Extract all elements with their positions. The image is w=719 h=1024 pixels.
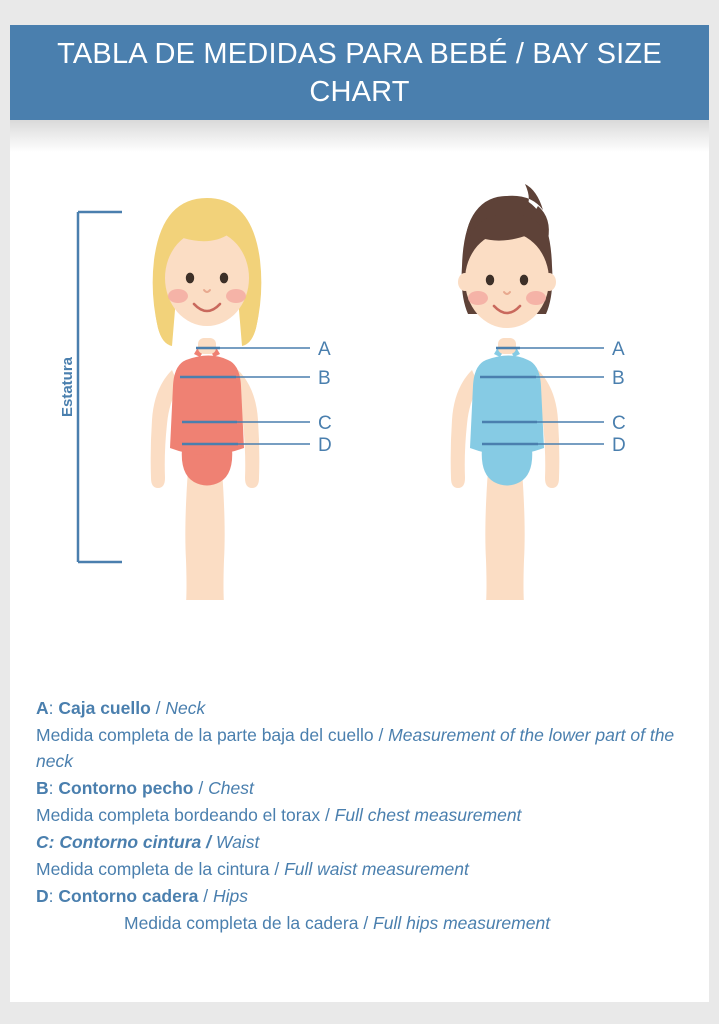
boy-marker-d: D: [612, 435, 626, 456]
boy-marker-c: C: [612, 413, 626, 434]
header-banner: [10, 25, 709, 120]
measurement-diagram: [10, 170, 709, 600]
legend-sep-b: /: [193, 778, 209, 798]
legend-label-en-b: Chest: [208, 778, 254, 798]
height-label: Estatura: [59, 356, 76, 418]
legend-desc-sep-b: /: [320, 805, 335, 825]
legend-item-a-title: [36, 695, 681, 721]
height-bracket: [78, 212, 122, 562]
legend-item-a-desc: [36, 722, 681, 774]
girl-marker-c: C: [318, 413, 332, 434]
legend-desc-en-a: Measurement of the lower part of the neck: [36, 725, 675, 771]
legend-sep-a: /: [150, 698, 166, 718]
legend-item-c-desc: [36, 856, 681, 882]
boy-marker-labels: [612, 339, 626, 456]
legend-desc-es-a: Medida completa de la parte baja del cuello: [36, 725, 374, 745]
legend-colon-a: :: [48, 698, 59, 718]
legend-item-b-desc: [36, 802, 681, 828]
boy-figure: [451, 184, 560, 600]
legend-desc-sep-d: /: [358, 913, 374, 933]
legend-label-es-a: Caja cuello: [58, 698, 151, 718]
girl-marker-b: B: [318, 368, 331, 389]
page-title: TABLA DE MEDIDAS PARA BEBÉ / BAY SIZE CHART: [57, 37, 662, 108]
legend-desc-en-b: Full chest measurement: [334, 805, 522, 825]
legend-item-d-desc: [36, 910, 681, 936]
boy-marker-b: B: [612, 368, 625, 389]
legend-desc-es-b: Medida completa bordeando el torax: [36, 805, 321, 825]
legend-desc-en-c: Full waist measurement: [284, 859, 469, 879]
legend-label-en-a: Neck: [165, 698, 206, 718]
legend-label-es-d: Contorno cadera: [58, 886, 199, 906]
bottom-background-strip: [0, 1002, 719, 1024]
legend-desc-en-d: Full hips measurement: [373, 913, 551, 933]
legend-item-b-title: [36, 775, 681, 801]
legend-label-en-d: Hips: [213, 886, 249, 906]
legend-desc-es-d: Medida completa de la cadera: [124, 913, 359, 933]
legend-key-c: C: [36, 832, 49, 852]
girl-marker-labels: [318, 339, 332, 456]
legend-item-c-title: [36, 829, 681, 855]
girl-marker-d: D: [318, 435, 332, 456]
right-gutter: [709, 0, 719, 1024]
legend-desc-sep-a: /: [373, 725, 389, 745]
legend-key-b: B: [36, 778, 49, 798]
legend-colon-c: :: [48, 832, 60, 852]
top-background-strip: [0, 0, 719, 25]
header-shadow: [10, 120, 709, 152]
legend-desc-es-c: Medida completa de la cintura: [36, 859, 270, 879]
legend-sep-d: /: [198, 886, 213, 906]
legend-colon-d: :: [48, 886, 59, 906]
girl-marker-a: A: [318, 339, 331, 360]
legend-label-es-c: Contorno cintura: [59, 832, 202, 852]
legend-key-a: A: [36, 698, 49, 718]
legend-label-es-b: Contorno pecho: [58, 778, 194, 798]
legend: [36, 695, 681, 937]
legend-desc-sep-c: /: [269, 859, 285, 879]
legend-sep-c: /: [201, 832, 216, 852]
legend-label-en-c: Waist: [215, 832, 260, 852]
legend-item-d-title: [36, 883, 681, 909]
girl-figure: [151, 198, 262, 600]
boy-marker-a: A: [612, 339, 625, 360]
left-gutter: [0, 0, 10, 1024]
legend-key-d: D: [36, 886, 49, 906]
legend-colon-b: :: [48, 778, 59, 798]
